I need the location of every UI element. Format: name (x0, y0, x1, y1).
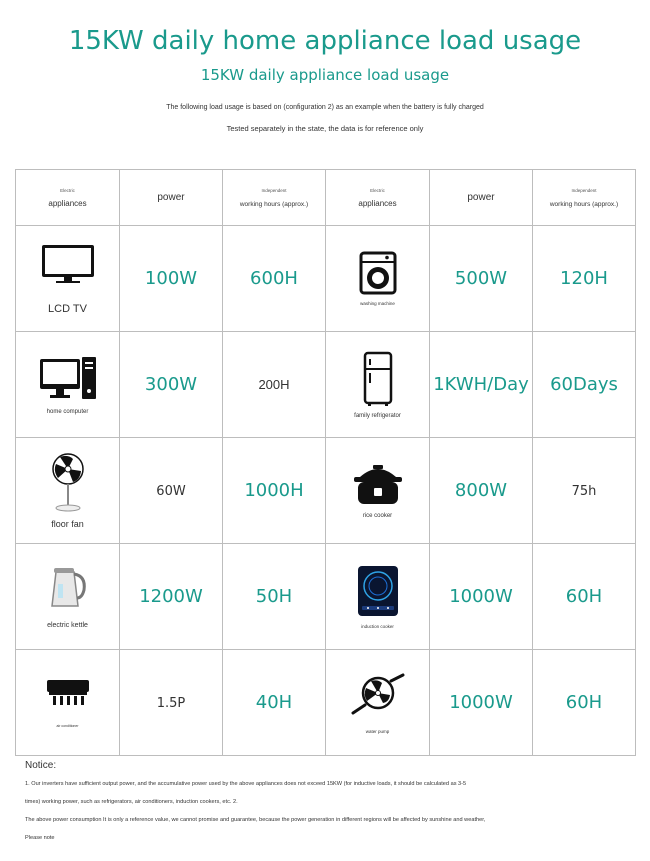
power-cell: 500W (430, 226, 533, 332)
induction-cooker-icon (356, 564, 400, 618)
notice-section (25, 760, 625, 853)
notice-line-3: The above power consumption It is only a reference value, we cannot promise and guarantee, because the power generation in different regions will be affected by sunshine and weather, (25, 817, 486, 823)
appliance-name: rice cooker (362, 512, 393, 519)
notice-line-4: Please note (25, 835, 55, 841)
appliance-name: electric kettle (47, 622, 88, 629)
hours-cell: 60Days (533, 332, 636, 438)
appliance-name: family refrigerator (354, 412, 401, 419)
hours-cell: 40H (223, 650, 326, 756)
page-subtitle: 15KW daily appliance load usage (200, 66, 450, 84)
floor-fan-icon (49, 453, 87, 513)
table-header-row (16, 170, 636, 226)
refrigerator-icon (362, 351, 394, 407)
power-cell: 1000W (430, 650, 533, 756)
power-cell: 60W (120, 438, 223, 544)
water-pump-icon (349, 671, 407, 717)
header-power: power (120, 170, 223, 226)
kettle-icon (48, 564, 88, 610)
table-row (16, 544, 636, 650)
header-appliances-right: Electric appliances (326, 170, 430, 226)
hours-cell: 1000H (223, 438, 326, 544)
appliance-cell (326, 332, 430, 438)
header-hours: Independent working hours (approx.) (223, 170, 326, 226)
appliance-name: induction cooker (361, 624, 394, 629)
power-cell: 100W (120, 226, 223, 332)
power-cell: 800W (430, 438, 533, 544)
appliance-cell (16, 226, 120, 332)
appliance-cell (326, 650, 430, 756)
hours-cell: 600H (223, 226, 326, 332)
notice-heading: Notice: (25, 760, 57, 771)
appliance-cell (326, 438, 430, 544)
appliance-name: air conditioner (56, 723, 79, 728)
table-row (16, 332, 636, 438)
notice-line-1: 1. Our inverters have sufficient output power, and the accumulative power used by the above appliances does not exceed 15KW (for inductive loads, it should be calculated as 3-5 (25, 781, 467, 787)
tv-icon (40, 243, 96, 285)
appliance-name: washing machine (360, 301, 395, 306)
table-row (16, 650, 636, 756)
appliance-cell (16, 438, 120, 544)
rice-cooker-icon (352, 463, 404, 507)
hours-cell: 60H (533, 544, 636, 650)
table-row (16, 438, 636, 544)
hours-cell: 50H (223, 544, 326, 650)
washing-machine-icon (359, 251, 397, 295)
appliance-cell (16, 650, 120, 756)
appliance-name: floor fan (51, 518, 84, 529)
header-hours-right: Independent working hours (approx.) (533, 170, 636, 226)
appliance-name: LCD TV (48, 302, 87, 315)
appliance-cell (326, 226, 430, 332)
page-title: 15KW daily home appliance load usage (68, 26, 582, 56)
appliance-name: home computer (46, 408, 89, 415)
appliance-cell (16, 332, 120, 438)
hours-cell: 120H (533, 226, 636, 332)
power-cell: 1KWH/Day (430, 332, 533, 438)
header-power-right: power (430, 170, 533, 226)
intro-line-2: Tested separately in the state, the data is for reference only (226, 124, 424, 133)
power-cell: 300W (120, 332, 223, 438)
appliance-cell (326, 544, 430, 650)
load-usage-table (15, 169, 636, 756)
appliance-cell (16, 544, 120, 650)
power-cell: 1000W (430, 544, 533, 650)
power-cell: 1.5P (120, 650, 223, 756)
hours-cell: 60H (533, 650, 636, 756)
hours-cell: 200H (223, 332, 326, 438)
power-cell: 1200W (120, 544, 223, 650)
header-appliances: Electric appliances (16, 170, 120, 226)
table-row (16, 226, 636, 332)
appliance-name: water pump (365, 729, 390, 734)
air-conditioner-icon (45, 678, 91, 708)
computer-icon (38, 355, 98, 403)
intro-line-1: The following load usage is based on (configuration 2) as an example when the battery is fully charged (166, 104, 484, 111)
notice-line-2: times) working power, such as refrigerators, air conditioners, induction cookers, etc. 2. (25, 799, 238, 805)
hours-cell: 75h (533, 438, 636, 544)
